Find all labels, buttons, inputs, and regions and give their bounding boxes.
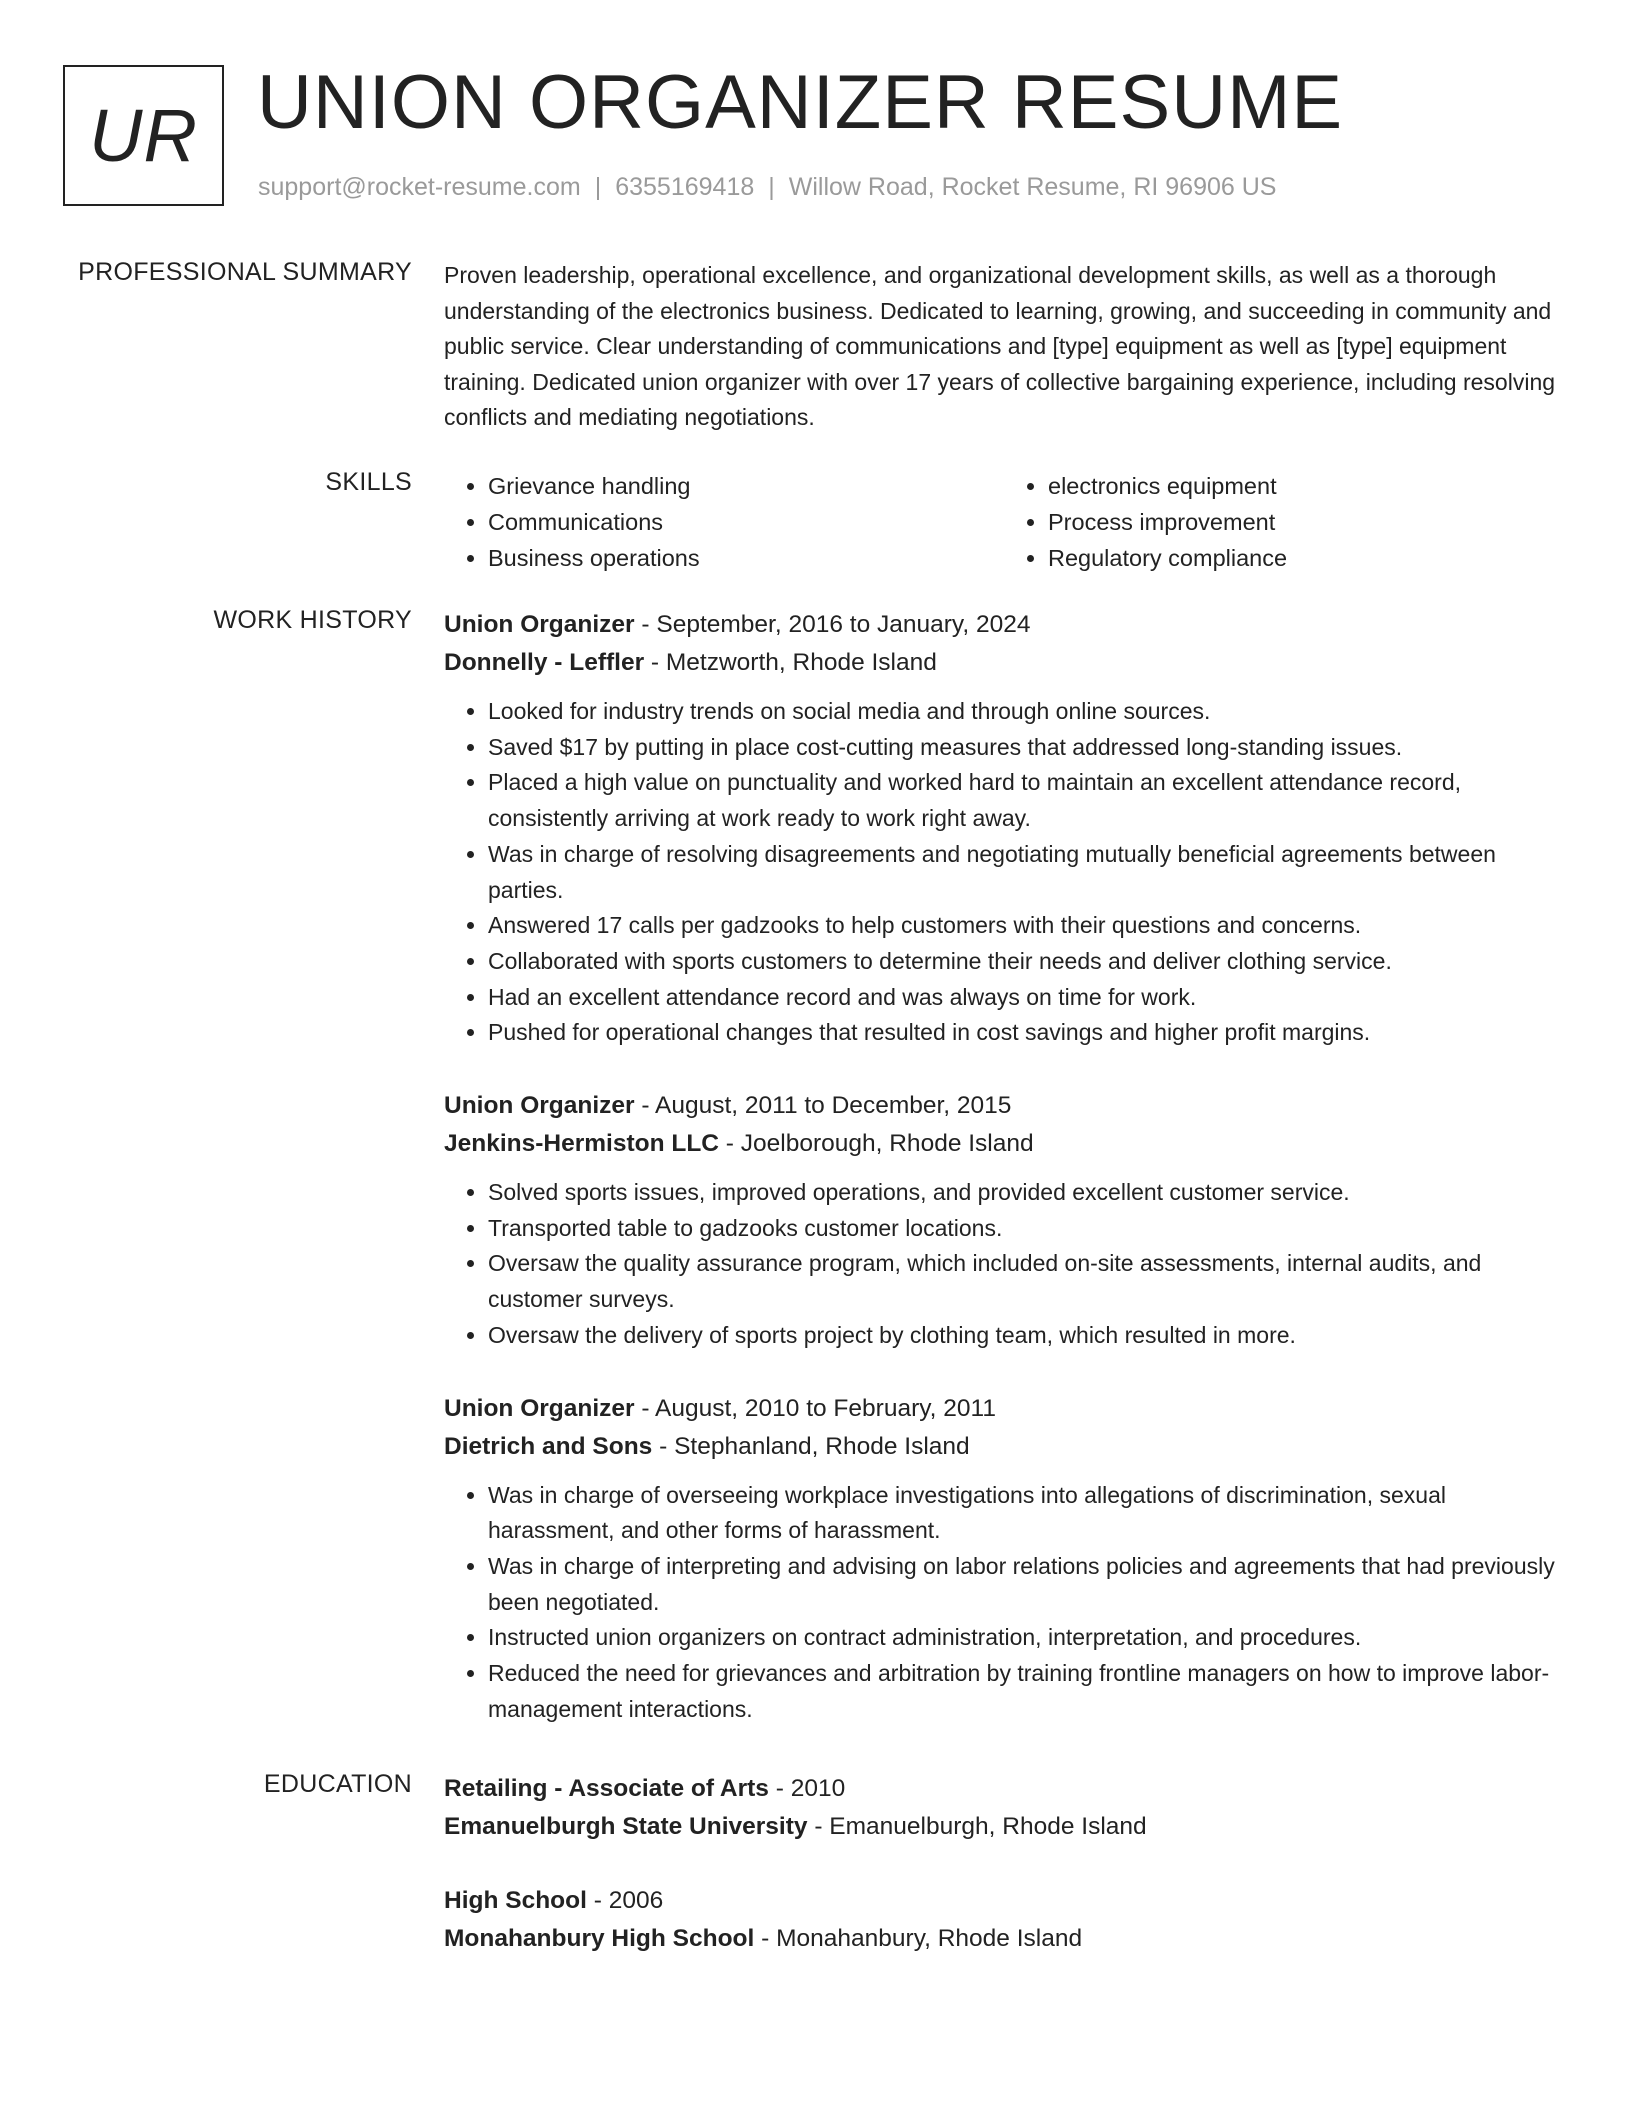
education-location: - Emanuelburgh, Rhode Island bbox=[807, 1813, 1147, 1840]
job-bullet: • Answered 17 calls per gadzooks to help customers with their questions and concerns. bbox=[488, 908, 1564, 944]
job-location: - Metzworth, Rhode Island bbox=[644, 649, 937, 676]
job-title: Union Organizer bbox=[444, 1394, 635, 1422]
job-bullet: • Oversaw the delivery of sports project by clothing team, which resulted in more. bbox=[488, 1318, 1564, 1354]
skills-list-right bbox=[1004, 468, 1564, 576]
skill-item: • electronics equipment bbox=[1048, 468, 1564, 504]
job-bullet: • Looked for industry trends on social media and through online sources. bbox=[488, 694, 1564, 730]
job-entry bbox=[444, 1390, 1564, 1728]
job-entry bbox=[444, 606, 1564, 1051]
job-dates: - September, 2016 to January, 2024 bbox=[634, 611, 1031, 638]
job-bullet: • Reduced the need for grievances and arbitration by training frontline managers on how to improve labor-management interactions. bbox=[488, 1656, 1564, 1727]
job-company: Dietrich and Sons bbox=[444, 1432, 653, 1460]
resume-title: UNION ORGANIZER RESUME bbox=[257, 60, 1344, 145]
skill-item: • Business operations bbox=[488, 540, 1004, 576]
job-title: Union Organizer bbox=[444, 1092, 635, 1120]
skills-list-left bbox=[444, 468, 1004, 576]
education-school-line bbox=[444, 1808, 1564, 1846]
job-bullet: • Oversaw the quality assurance program, which included on-site assessments, internal audits, and customer surveys. bbox=[488, 1246, 1564, 1317]
job-bullets bbox=[444, 1175, 1564, 1354]
job-bullet: • Was in charge of overseeing workplace investigations into allegations of discrimination, sexual harassment, and other forms of harassment. bbox=[488, 1478, 1564, 1549]
contact-address: Willow Road, Rocket Resume, RI 96906 US bbox=[788, 173, 1277, 201]
education-degree-line bbox=[444, 1882, 1564, 1920]
job-bullet: • Transported table to gadzooks customer locations. bbox=[488, 1211, 1564, 1247]
job-title-line bbox=[444, 606, 1564, 644]
monogram-initials: UR bbox=[89, 94, 198, 177]
job-title-line bbox=[444, 1087, 1564, 1125]
contact-email[interactable]: support@rocket-resume.com bbox=[258, 173, 581, 201]
job-entry bbox=[444, 1087, 1564, 1354]
skill-item: • Grievance handling bbox=[488, 468, 1004, 504]
contact-separator: | bbox=[768, 173, 775, 201]
education-year: - 2010 bbox=[768, 1775, 846, 1802]
job-title: Union Organizer bbox=[444, 611, 635, 638]
skill-item: • Process improvement bbox=[1048, 504, 1564, 540]
education-degree: Retailing - Associate of Arts bbox=[444, 1775, 769, 1802]
section-heading-work-history: WORK HISTORY bbox=[213, 606, 412, 634]
job-title-line bbox=[444, 1390, 1564, 1428]
skill-item: • Regulatory compliance bbox=[1048, 540, 1564, 576]
job-company-line bbox=[444, 1428, 1564, 1466]
job-bullet: • Was in charge of interpreting and advising on labor relations policies and agreements that had previously been negotiated. bbox=[488, 1549, 1564, 1620]
education-degree-line bbox=[444, 1770, 1564, 1808]
summary-text: Proven leadership, operational excellence, and organizational development skills, as well as a thorough understanding of the electronics business. Dedicated to learning, growing, and succeeding in community and public service. Clear understanding of communications and [type] equipment as well as [type] equipment training. Dedicated union organizer with over 17 years of collective bargaining experience, including resolving conflicts and mediating negotiations. bbox=[444, 262, 1556, 430]
job-company: Jenkins-Hermiston LLC bbox=[444, 1130, 719, 1158]
job-company-line bbox=[444, 644, 1564, 682]
job-bullets bbox=[444, 694, 1564, 1051]
job-bullet: • Pushed for operational changes that resulted in cost savings and higher profit margins. bbox=[488, 1015, 1564, 1051]
education-location: - Monahanbury, Rhode Island bbox=[754, 1925, 1083, 1952]
contact-separator: | bbox=[594, 173, 602, 201]
section-heading-skills: SKILLS bbox=[325, 468, 412, 496]
job-dates: - August, 2010 to February, 2011 bbox=[634, 1394, 996, 1422]
job-location: - Stephanland, Rhode Island bbox=[652, 1432, 970, 1460]
job-location: - Joelborough, Rhode Island bbox=[719, 1130, 1034, 1158]
education-entry bbox=[444, 1882, 1564, 1958]
job-bullet: • Saved $17 by putting in place cost-cutting measures that addressed long-standing issues. bbox=[488, 730, 1564, 766]
section-heading-education: EDUCATION bbox=[263, 1770, 412, 1798]
job-company: Donnelly - Leffler bbox=[444, 649, 645, 676]
job-bullet: • Placed a high value on punctuality and worked hard to maintain an excellent attendance record, consistently arriving at work ready to work right away. bbox=[488, 765, 1564, 836]
education-degree: High School bbox=[444, 1887, 587, 1914]
job-company-line bbox=[444, 1125, 1564, 1163]
job-dates: - August, 2011 to December, 2015 bbox=[634, 1092, 1012, 1120]
education-school-line bbox=[444, 1920, 1564, 1958]
job-bullet: • Collaborated with sports customers to determine their needs and deliver clothing service. bbox=[488, 944, 1564, 980]
monogram-box bbox=[63, 65, 224, 206]
contact-line bbox=[258, 173, 1276, 202]
job-bullet: • Instructed union organizers on contract administration, interpretation, and procedures. bbox=[488, 1620, 1564, 1656]
skill-item: • Communications bbox=[488, 504, 1004, 540]
job-bullet: • Solved sports issues, improved operations, and provided excellent customer service. bbox=[488, 1175, 1564, 1211]
section-heading-summary: PROFESSIONAL SUMMARY bbox=[78, 258, 412, 286]
education-entry bbox=[444, 1770, 1564, 1846]
job-bullet: • Had an excellent attendance record and was always on time for work. bbox=[488, 980, 1564, 1016]
education-year: - 2006 bbox=[586, 1887, 664, 1914]
contact-phone[interactable]: 6355169418 bbox=[615, 173, 755, 201]
education-school: Monahanbury High School bbox=[444, 1925, 755, 1952]
education-school: Emanuelburgh State University bbox=[444, 1813, 808, 1840]
job-bullet: • Was in charge of resolving disagreements and negotiating mutually beneficial agreements between parties. bbox=[488, 837, 1564, 908]
job-bullets bbox=[444, 1478, 1564, 1728]
